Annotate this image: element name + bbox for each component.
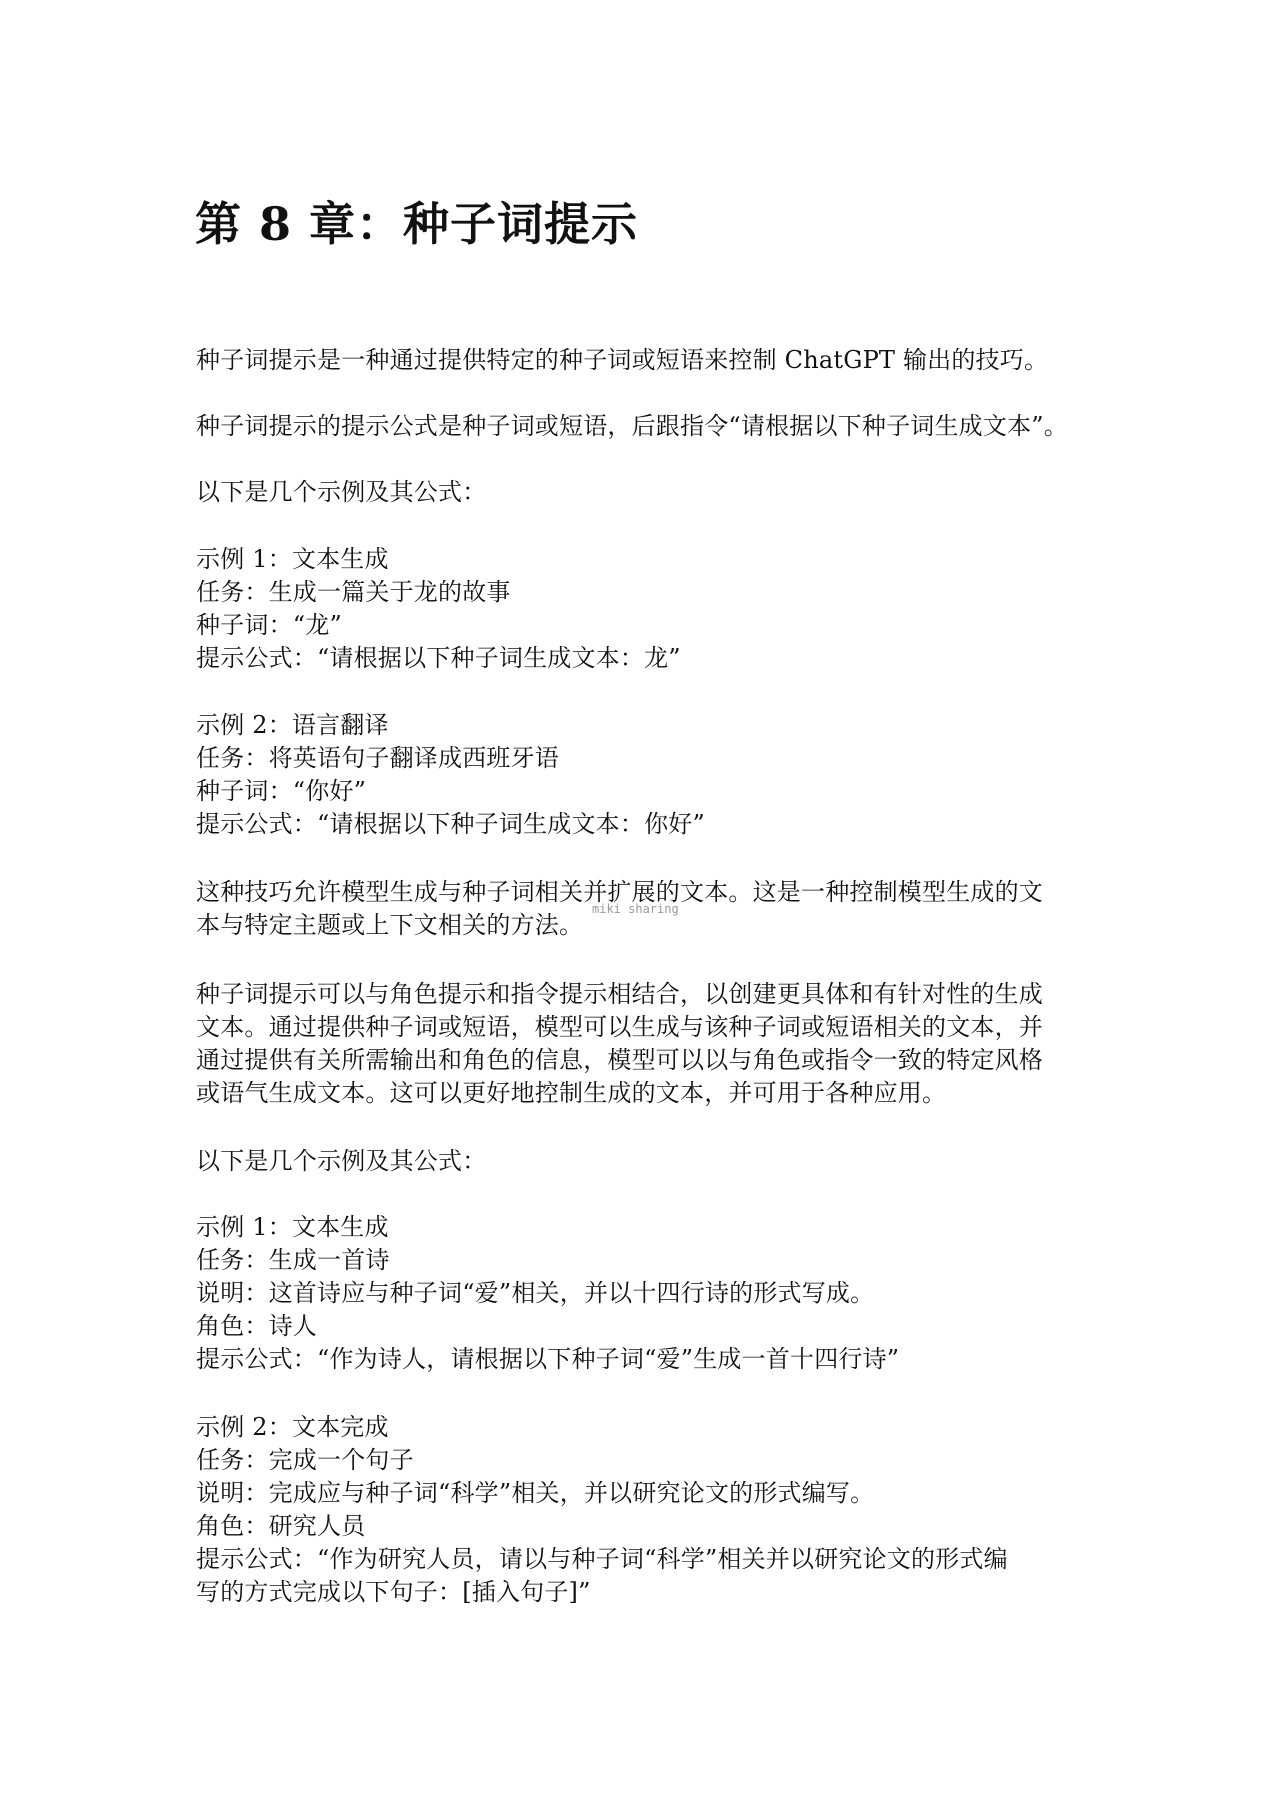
example-heading: 示例 1：文本生成 bbox=[196, 1213, 389, 1241]
example-heading: 示例 2：文本完成 bbox=[196, 1413, 389, 1441]
combination-paragraph-line: 或语气生成文本。这可以更好地控制生成的文本，并可用于各种应用。 bbox=[196, 1079, 947, 1107]
example-formula-continued: 写的方式完成以下句子：[插入句子]” bbox=[196, 1578, 591, 1606]
example-note: 说明：完成应与种子词“科学”相关，并以研究论文的形式编写。 bbox=[196, 1479, 875, 1507]
example-task: 任务：生成一篇关于龙的故事 bbox=[196, 578, 511, 606]
example-task: 任务：完成一个句子 bbox=[196, 1446, 414, 1474]
formula-paragraph: 种子词提示的提示公式是种子词或短语，后跟指令“请根据以下种子词生成文本”。 bbox=[196, 412, 1068, 440]
intro-paragraph: 种子词提示是一种通过提供特定的种子词或短语来控制 ChatGPT 输出的技巧。 bbox=[196, 346, 1049, 374]
watermark-text: miki sharing bbox=[592, 902, 679, 916]
example-task: 任务：生成一首诗 bbox=[196, 1246, 390, 1274]
example-role: 角色：诗人 bbox=[196, 1312, 317, 1340]
example-formula: 提示公式：“作为诗人，请根据以下种子词“爱”生成一首十四行诗” bbox=[196, 1345, 900, 1373]
chapter-title: 第 8 章：种子词提示 bbox=[195, 197, 639, 251]
example-formula: 提示公式：“作为研究人员，请以与种子词“科学”相关并以研究论文的形式编 bbox=[196, 1545, 1008, 1573]
technique-paragraph-line: 这种技巧允许模型生成与种子词相关并扩展的文本。这是一种控制模型生成的文 bbox=[196, 878, 1043, 906]
example-heading: 示例 1：文本生成 bbox=[196, 545, 389, 573]
example-seed: 种子词：“你好” bbox=[196, 777, 367, 805]
example-role: 角色：研究人员 bbox=[196, 1512, 366, 1540]
example-formula: 提示公式：“请根据以下种子词生成文本：龙” bbox=[196, 644, 681, 672]
combination-paragraph-line: 文本。通过提供种子词或短语，模型可以生成与该种子词或短语相关的文本，并 bbox=[196, 1013, 1043, 1041]
combination-paragraph-line: 通过提供有关所需输出和角色的信息，模型可以以与角色或指令一致的特定风格 bbox=[196, 1046, 1043, 1074]
example-heading: 示例 2：语言翻译 bbox=[196, 711, 389, 739]
example-note: 说明：这首诗应与种子词“爱”相关，并以十四行诗的形式写成。 bbox=[196, 1279, 875, 1307]
example-formula: 提示公式：“请根据以下种子词生成文本：你好” bbox=[196, 810, 705, 838]
combination-paragraph-line: 种子词提示可以与角色提示和指令提示相结合，以创建更具体和有针对性的生成 bbox=[196, 980, 1043, 1008]
examples-intro: 以下是几个示例及其公式： bbox=[196, 478, 487, 506]
example-task: 任务：将英语句子翻译成西班牙语 bbox=[196, 744, 559, 772]
example-seed: 种子词：“龙” bbox=[196, 611, 342, 639]
examples-intro: 以下是几个示例及其公式： bbox=[196, 1147, 487, 1175]
technique-paragraph-line: 本与特定主题或上下文相关的方法。 bbox=[196, 911, 584, 939]
